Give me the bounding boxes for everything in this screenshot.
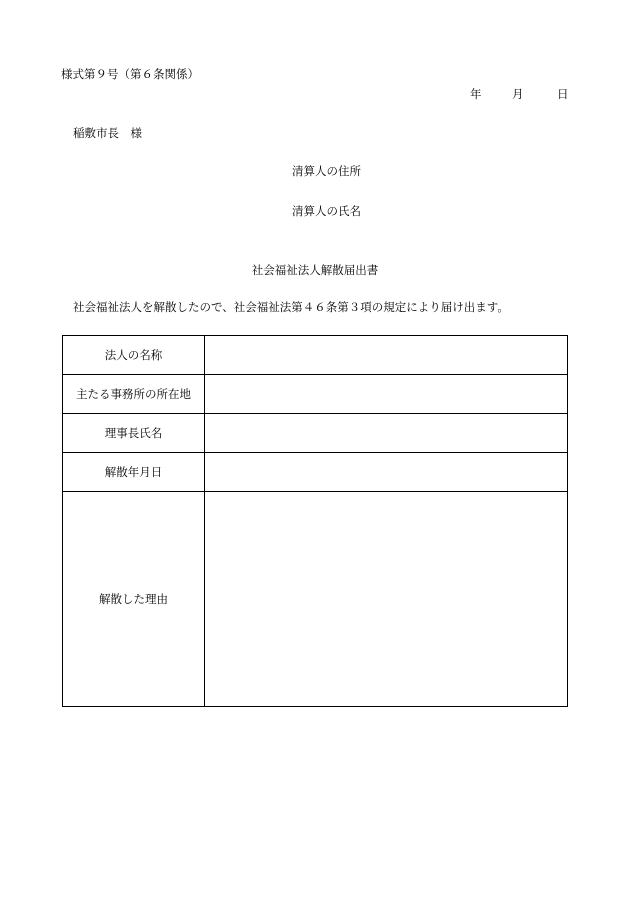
liquidator-name-label: 清算人の氏名 (292, 204, 361, 218)
dissolution-date-label: 解散年月日 (63, 453, 205, 492)
dissolution-date-field[interactable] (205, 453, 568, 492)
notification-form-table (62, 335, 568, 707)
table-row (63, 414, 568, 453)
main-office-location-label: 主たる事務所の所在地 (63, 375, 205, 414)
form-number: 様式第９号（第６条関係） (61, 67, 199, 81)
table-row (63, 336, 568, 375)
recipient: 稲敷市長 様 (73, 126, 142, 140)
table-row (63, 492, 568, 707)
body-statement: 社会福祉法人を解散したので、社会福祉法第４６条第３項の規定により届け出ます。 (73, 300, 509, 314)
date-day-label: 日 (557, 87, 569, 101)
document-title: 社会福祉法人解散届出書 (251, 263, 379, 277)
table-row (63, 375, 568, 414)
liquidator-address-label: 清算人の住所 (292, 164, 361, 178)
date-year-label: 年 (470, 87, 482, 101)
chairman-name-label: 理事長氏名 (63, 414, 205, 453)
dissolution-reason-label: 解散した理由 (63, 492, 205, 707)
dissolution-reason-field[interactable] (205, 492, 568, 707)
table-row (63, 453, 568, 492)
date-month-label: 月 (512, 87, 524, 101)
main-office-location-field[interactable] (205, 375, 568, 414)
corporation-name-label: 法人の名称 (63, 336, 205, 375)
corporation-name-field[interactable] (205, 336, 568, 375)
chairman-name-field[interactable] (205, 414, 568, 453)
